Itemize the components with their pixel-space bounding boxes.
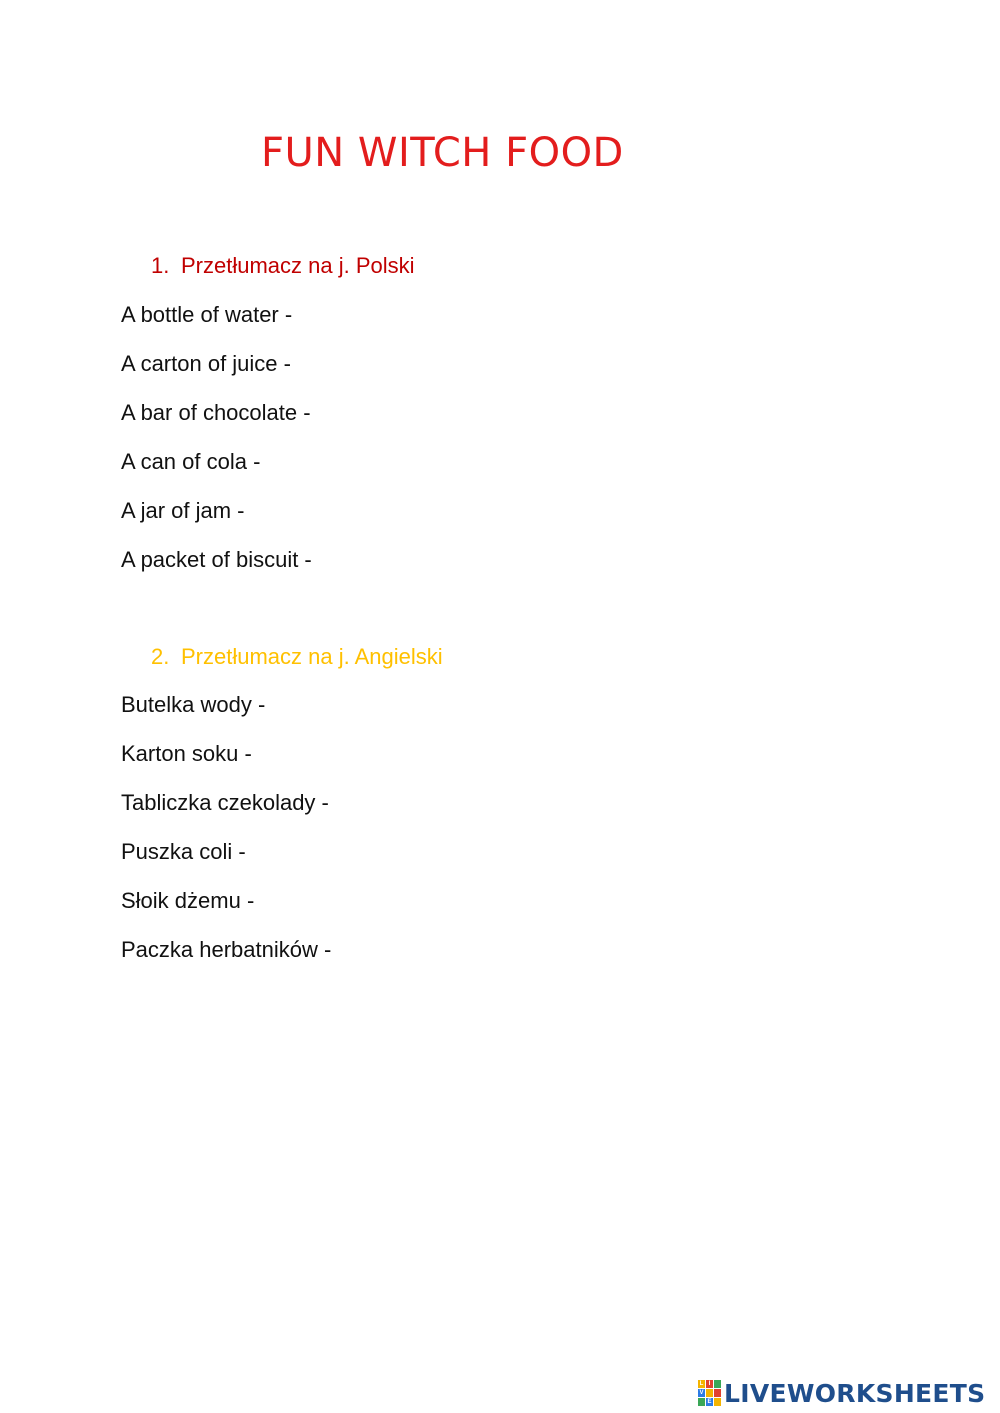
worksheet-title: FUN WITCH FOOD xyxy=(261,130,624,176)
liveworksheets-logo-icon: L I V E xyxy=(698,1380,722,1408)
liveworksheets-brand-text: LIVEWORKSHEETS xyxy=(724,1379,986,1408)
list-item: Paczka herbatników - xyxy=(121,937,332,962)
liveworksheets-brand xyxy=(698,1378,985,1410)
list-item: A carton of juice - xyxy=(121,351,291,376)
section-1-heading xyxy=(151,252,415,280)
section-2-heading-text: Przetłumacz na j. Angielski xyxy=(181,644,443,669)
list-item: A jar of jam - xyxy=(121,498,245,523)
section-2-list xyxy=(121,691,331,985)
list-item: Karton soku - xyxy=(121,741,252,766)
list-item: Puszka coli - xyxy=(121,839,246,864)
list-item: Tabliczka czekolady - xyxy=(121,790,329,815)
section-1-heading-text: Przetłumacz na j. Polski xyxy=(181,253,415,278)
list-item: A bottle of water - xyxy=(121,302,293,327)
section-2-heading xyxy=(151,643,443,671)
list-item: A packet of biscuit - xyxy=(121,547,312,572)
section-1-list xyxy=(121,301,312,595)
list-item: Butelka wody - xyxy=(121,692,266,717)
list-item: A bar of chocolate - xyxy=(121,400,311,425)
section-2-number: 2. xyxy=(151,644,170,669)
list-item: A can of cola - xyxy=(121,449,261,474)
list-item: Słoik dżemu - xyxy=(121,888,255,913)
section-1-number: 1. xyxy=(151,253,170,278)
